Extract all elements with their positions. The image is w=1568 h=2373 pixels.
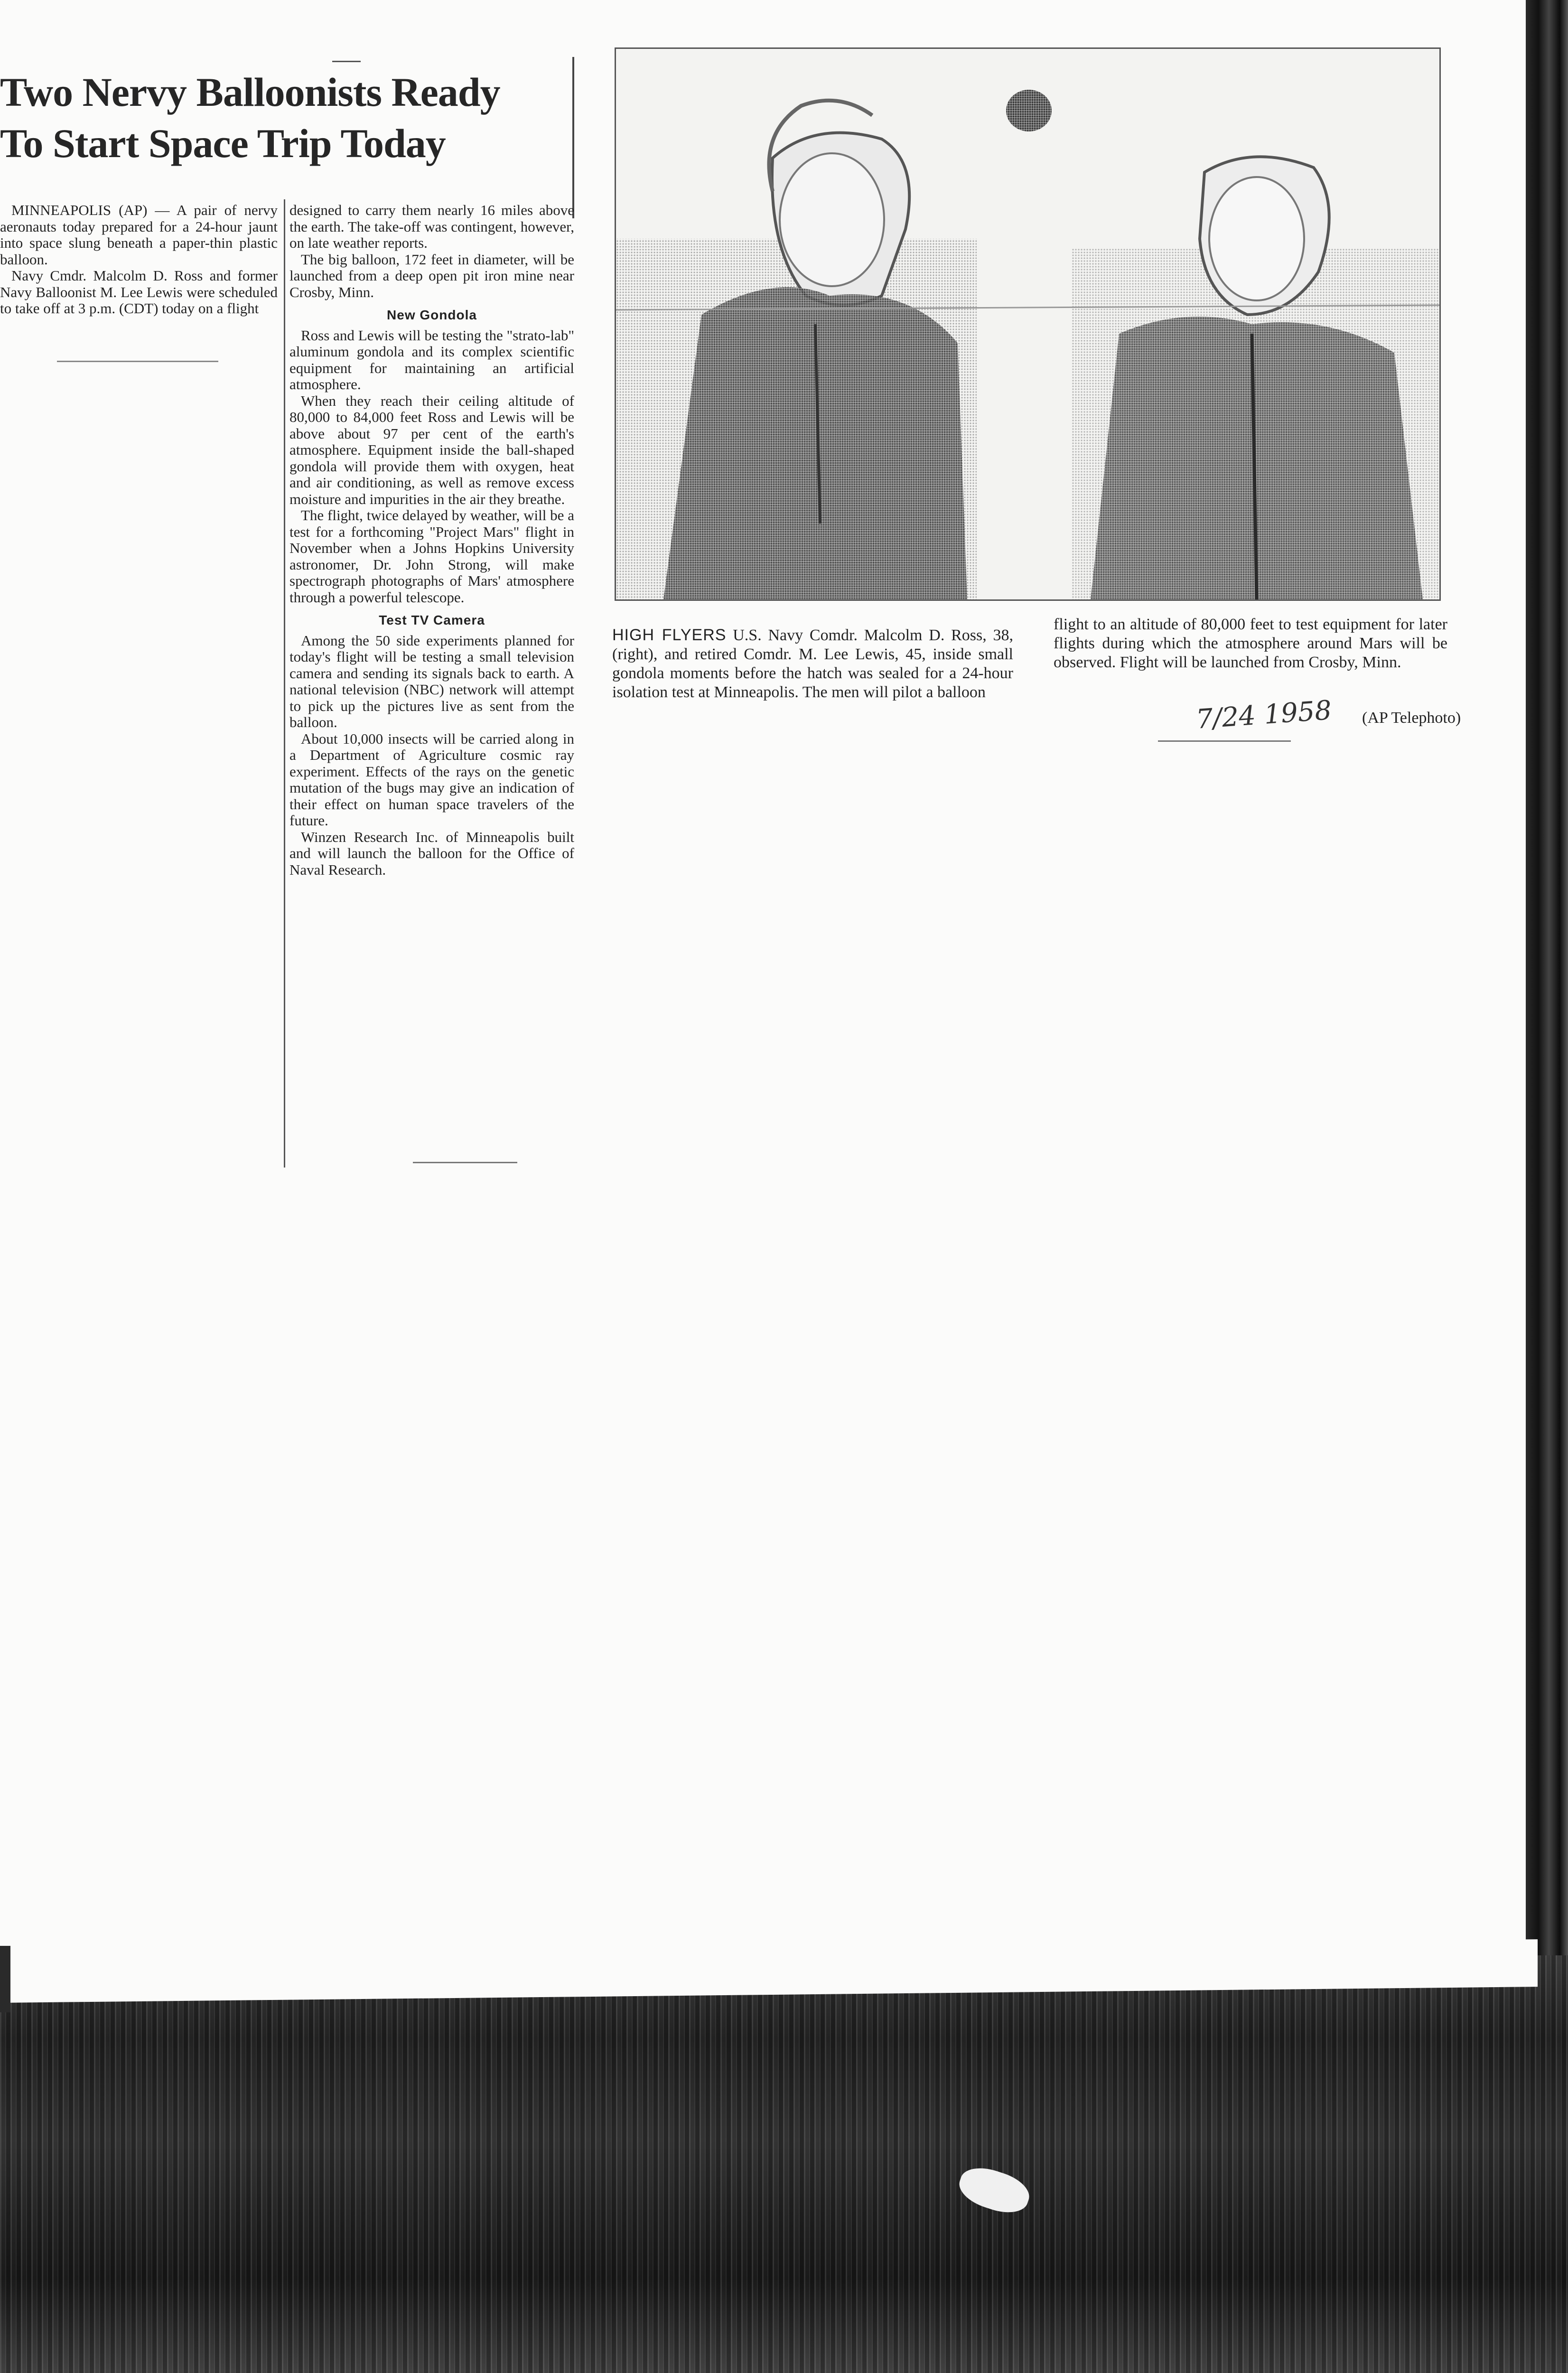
column-end-rule [57,361,218,362]
article-column-2 [289,202,574,878]
scan-dark-edge [1526,0,1568,1993]
news-photo [615,47,1441,601]
article-headline [0,66,569,169]
article-paragraph: Winzen Research Inc. of Minneapolis built and will launch the balloon for the Office of Naval Research. [289,828,574,878]
subhead-new-gondola: New Gondola [387,308,477,322]
clip-mark [332,61,361,62]
handwriting-underline [1158,740,1291,742]
article-paragraph: When they reach their ceiling altitude of 80,000 to 84,000 feet Ross and Lewis will be above about 97 per cent of the earth's atmosphere. Equipment inside the ball-shaped gondola will provide them with oxygen, heat and air conditioning, as well as remove excess moisture and impurities in the air they breathe. [289,392,574,507]
article-paragraph: Among the 50 side experiments planned for today's flight will be testing a small television camera and sending its signals back to earth. A national television (NBC) network will attempt to pick up the pictures live as sent from the balloon. [289,632,574,730]
photo-caption-left [612,626,1013,702]
headline-line-1: Two Nervy Balloonists Ready [0,69,500,115]
article-paragraph: The big balloon, 172 feet in diameter, will be launched from a deep open pit iron mine near Crosby, Minn. [289,251,574,300]
article-paragraph: The flight, twice delayed by weather, will be a test for a forthcoming "Project Mars" flight in November when a Johns Hopkins University astronomer, Dr. John Strong, will make spectrograph photographs of Mars' atmosphere through a powerful telescope. [289,507,574,606]
article-paragraph: About 10,000 insects will be carried along in a Department of Agriculture cosmic ray experiment. Effects of the rays on the genetic mutation of the bugs may give an indication of their effect on human space travelers of the future. [289,730,574,829]
caption-text: flight to an altitude of 80,000 feet to test equipment for later flights during which the atmosphere around Mars will be observed. Flight will be launched from Crosby, Minn. [1054,616,1447,671]
handwritten-date: 7/24 1958 [1195,695,1333,735]
article-paragraph: Ross and Lewis will be testing the "strato-lab" aluminum gondola and its complex scientific equipment for maintaining an artificial atmosphere. [289,327,574,392]
article-paragraph: designed to carry them nearly 16 miles above the earth. The take-off was contingent, however, on late weather reports. [289,202,574,251]
caption-lead: HIGH FLYERS [612,626,727,644]
column-rule [284,199,285,1168]
gondola-porthole [1006,90,1052,131]
column-end-rule [413,1162,517,1163]
photo-credit: (AP Telephoto) [1362,709,1461,727]
subhead-test-tv-camera: Test TV Camera [379,613,485,627]
photo-two-men-in-gondola [616,49,1439,599]
article-column-1 [0,202,278,317]
caption-text: U.S. Navy Comdr. Malcolm D. Ross, 38, (right), and retired Comdr. M. Lee Lewis, 45, inside small gondola moments before the hatch was sealed for a 24-hour isolation test at Minneapolis. The men will pilot a balloon [612,626,1014,701]
photo-caption-right [1054,615,1447,672]
article-paragraph: MINNEAPOLIS (AP) — A pair of nervy aeronauts today prepared for a 24-hour jaunt into space slung beneath a paper-thin plastic balloon. [0,202,278,268]
scan-left-strip [0,1946,10,2012]
scan-background [0,1955,1568,2373]
headline-line-2: To Start Space Trip Today [0,121,446,166]
article-paragraph: Navy Cmdr. Malcolm D. Ross and former Navy Balloonist M. Lee Lewis were scheduled to take off at 3 p.m. (CDT) today on a flight [0,267,278,317]
column-rule [572,57,574,218]
